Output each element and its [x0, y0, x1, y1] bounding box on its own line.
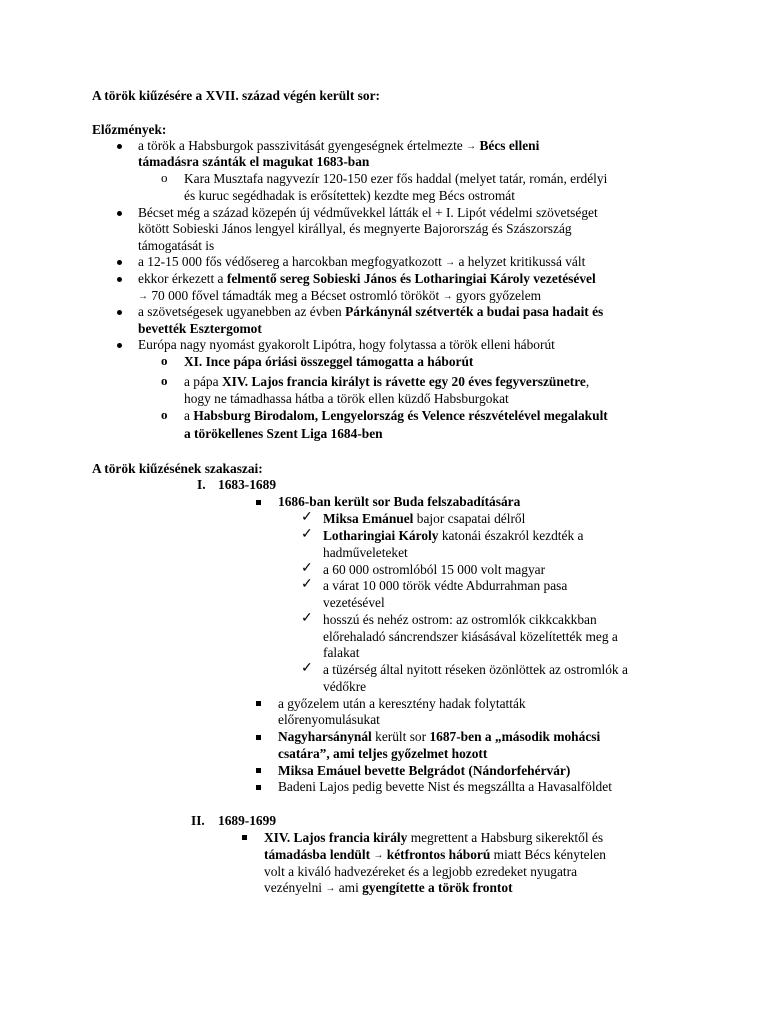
check-list-item: Lotharingiai Károly katonái északról kezdték a: [323, 528, 584, 543]
sub-list-item: Kara Musztafa nagyvezír 120-150 ezer fős haddal (melyet tatár, román, erdélyi: [184, 171, 608, 186]
bullet-dot-icon: [117, 277, 122, 282]
check-list-item: a tüzérség által nyitott réseken özönlöttek az ostromlók a: [323, 662, 628, 677]
bullet-dot-icon: [117, 343, 122, 348]
list-item-continuation: támogatását is: [138, 238, 215, 253]
checkmark-icon: ✓: [301, 611, 313, 626]
list-item: 1686-ban került sor Buda felszabadítására: [278, 494, 521, 509]
sub-list-item: a Habsburg Birodalom, Lengyelország és Velence részvételével megalakult: [184, 408, 608, 423]
checkmark-icon: ✓: [301, 561, 313, 576]
arrow-right-icon: →: [138, 291, 148, 302]
arrow-right-icon: →: [466, 141, 477, 152]
list-item-continuation: kötött Sobieski János lengyel királlyal, és megnyerte Bajorország és Szászország: [138, 221, 572, 236]
list-item: a 12-15 000 fős védősereg a harcokban megfogyatkozott → a helyzet kritikussá vált: [138, 254, 586, 269]
sub-list-item: a pápa XIV. Lajos francia királyt is rávette egy 20 éves fegyverszünetre,: [184, 374, 590, 389]
check-list-item-continuation: vezetésével: [323, 595, 385, 610]
checkmark-icon: ✓: [301, 527, 313, 542]
sub-list-item-continuation: a törökellenes Szent Liga 1684-ben: [184, 426, 383, 441]
square-bullet-icon: [256, 500, 261, 505]
period-heading: 1689-1699: [218, 813, 277, 828]
check-list-item-continuation: hadműveleteket: [323, 545, 408, 560]
list-item-continuation: csatára”, ami teljes győzelmet hozott: [278, 746, 488, 761]
arrow-right-icon: →: [442, 291, 453, 302]
bullet-dot-icon: [117, 310, 122, 315]
sub-list-item-continuation: hogy ne támadhassa hátba a török ellen küzdő Habsburgokat: [184, 391, 509, 406]
sub-list-item: XI. Ince pápa óriási összeggel támogatta a háborút: [184, 354, 474, 369]
checkmark-icon: ✓: [301, 577, 313, 592]
check-list-item-continuation: előrehaladó sáncrendszer kiásásával közelítették meg a: [323, 629, 618, 644]
bullet-dot-icon: [117, 211, 122, 216]
list-item-continuation: volt a kiváló hadvezéreket és a legjobb ezredeket nyugatra: [264, 864, 578, 879]
list-item: Európa nagy nyomást gyakorolt Lipótra, hogy folytassa a török elleni háborút: [138, 337, 555, 352]
list-item: ekkor érkezett a felmentő sereg Sobieski János és Lotharingiai Károly vezetésével: [138, 271, 596, 286]
circle-bullet-icon: o: [161, 170, 168, 185]
square-bullet-icon: [256, 785, 261, 790]
list-item: a török a Habsburgok passzivitását gyengeségnek értelmezte → Bécs elleni: [138, 138, 540, 153]
square-bullet-icon: [256, 701, 261, 706]
check-list-item: Miksa Emánuel bajor csapatai délről: [323, 511, 526, 526]
bullet-dot-icon: [117, 144, 122, 149]
circle-bullet-icon: o: [161, 353, 168, 368]
list-item-continuation: vezényelni → ami gyengítette a török frontot: [264, 880, 513, 895]
sub-list-item-continuation: és kuruc segédhadak is erősítettek) kezdte meg Bécs ostromát: [184, 188, 515, 203]
check-list-item-continuation: védőkre: [323, 679, 367, 694]
list-item: a győzelem után a keresztény hadak folytatták: [278, 696, 526, 711]
arrow-right-icon: →: [325, 883, 336, 894]
check-list-item: a várat 10 000 török védte Abdurrahman pasa: [323, 578, 568, 593]
list-item-continuation: → 70 000 fővel támadták meg a Bécset ostromló törököt → gyors győzelem: [138, 288, 542, 303]
checkmark-icon: ✓: [301, 510, 313, 525]
list-item: Miksa Emáuel bevette Belgrádot (Nándorfehérvár): [278, 763, 571, 778]
list-item-continuation: támadásba lendült → kétfrontos háború miatt Bécs kénytelen: [264, 847, 606, 862]
document-title: A török kiűzésére a XVII. század végén került sor:: [92, 88, 380, 103]
circle-bullet-icon: o: [161, 407, 168, 422]
arrow-right-icon: →: [373, 850, 384, 861]
check-list-item: a 60 000 ostromlóból 15 000 volt magyar: [323, 562, 546, 577]
list-item-continuation: előrenyomulásukat: [278, 712, 380, 727]
list-item: Bécset még a század közepén új védművekkel látták el + I. Lipót védelmi szövetséget: [138, 205, 598, 220]
circle-bullet-icon: o: [161, 373, 168, 388]
check-list-item-continuation: falakat: [323, 645, 360, 660]
check-list-item: hosszú és nehéz ostrom: az ostromlók cikkcakkban: [323, 612, 597, 627]
list-item: a szövetségesek ugyanebben az évben Párkánynál szétverték a budai pasa hadait és: [138, 304, 604, 319]
list-item: Badeni Lajos pedig bevette Nist és megszállta a Havasalföldet: [278, 779, 612, 794]
roman-numeral: I.: [197, 477, 206, 492]
list-item-continuation: bevették Esztergomot: [138, 321, 262, 336]
period-heading: 1683-1689: [218, 477, 277, 492]
list-item: Nagyharsánynál került sor 1687-ben a „második mohácsi: [278, 729, 601, 744]
list-item: XIV. Lajos francia király megrettent a Habsburg sikerektől és: [264, 830, 604, 845]
bullet-dot-icon: [117, 260, 122, 265]
arrow-right-icon: →: [445, 257, 456, 268]
section-heading-elozmenyek: Előzmények:: [92, 122, 167, 137]
list-item-continuation: támadásra szánták el magukat 1683-ban: [138, 154, 370, 169]
section-heading-szakaszai: A török kiűzésének szakaszai:: [92, 461, 263, 476]
square-bullet-icon: [256, 735, 261, 740]
square-bullet-icon: [256, 768, 261, 773]
roman-numeral: II.: [191, 813, 205, 828]
checkmark-icon: ✓: [301, 661, 313, 676]
square-bullet-icon: [242, 835, 247, 840]
